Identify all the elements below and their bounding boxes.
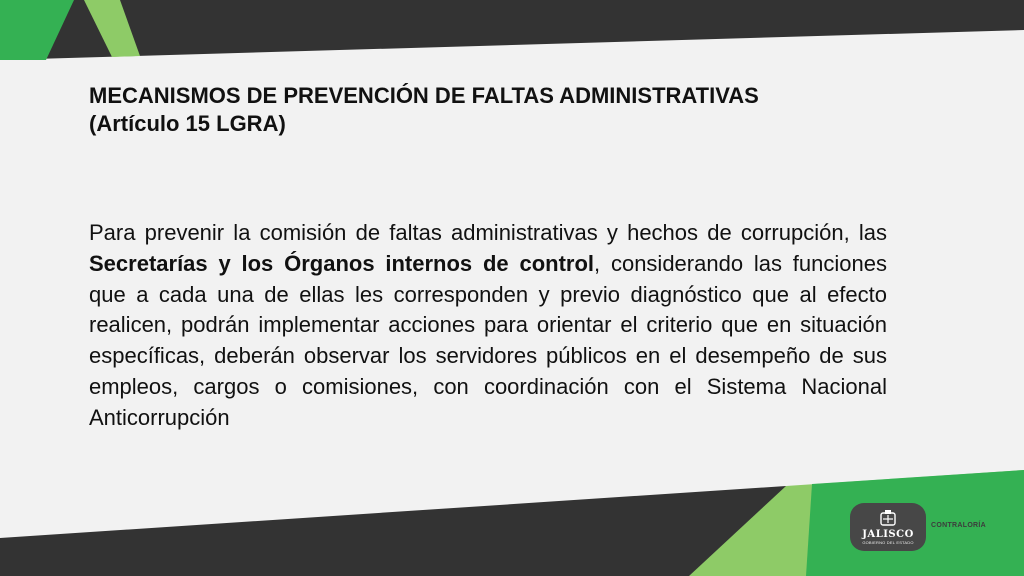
slide-content xyxy=(89,82,887,434)
body-text-part-2: , considerando las funciones que a cada una de ellas les corresponden y previo diagnóstico que al efecto realicen, podrán implementar acciones para orientar el criterio que en situación específicas, deberán observar los servidores públicos en el desempeño de sus empleos, cargos o comisiones, con coordinación con el Sistema Nacional Anticorrupción xyxy=(89,250,887,430)
department-label: CONTRALORÍA xyxy=(931,522,987,529)
title-line-1: MECANISMOS DE PREVENCIÓN DE FALTAS ADMINISTRATIVAS xyxy=(89,83,759,108)
body-text-part-1: Para prevenir la comisión de faltas administrativas y hechos de corrupción, las xyxy=(89,220,887,245)
top-dark-band xyxy=(0,0,1024,60)
jalisco-logo xyxy=(850,503,926,551)
logo-text: JALISCO xyxy=(862,529,914,540)
title-line-2: (Artículo 15 LGRA) xyxy=(89,111,286,136)
logo-subtext: GOBIERNO DEL ESTADO xyxy=(862,540,914,545)
state-crest-icon xyxy=(877,509,899,527)
bottom-dark-band xyxy=(0,486,786,576)
slide-body xyxy=(89,218,887,434)
body-text-emphasis: Secretarías y los Órganos internos de control xyxy=(89,250,595,276)
slide-title xyxy=(89,82,887,138)
